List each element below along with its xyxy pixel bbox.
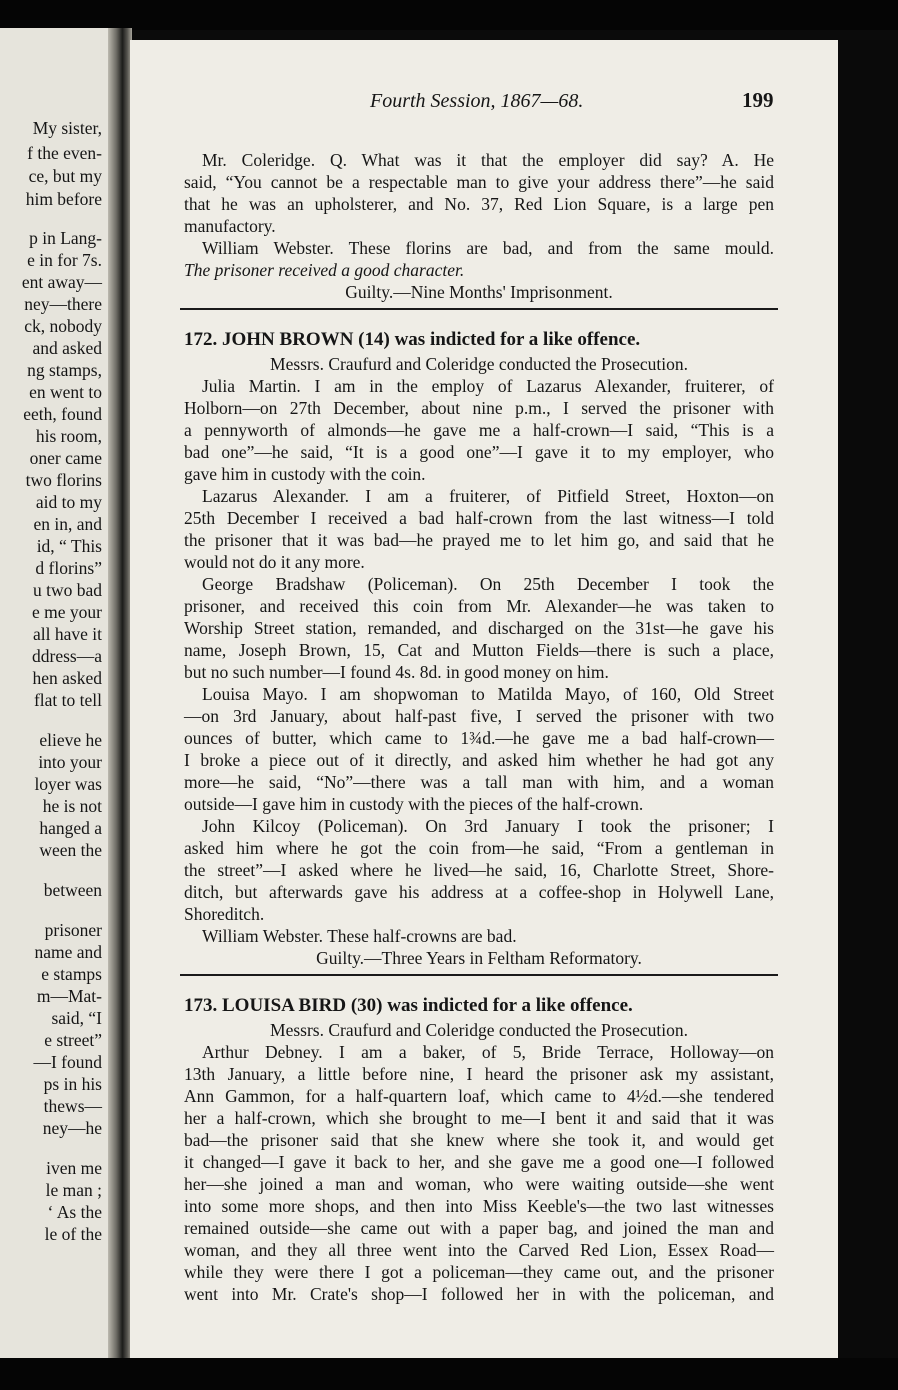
body-line: asked him where he got the coin from—he said, “From a gentleman in [184, 838, 774, 858]
body-line: I broke a piece out of it directly, and asked him whether he had got any [184, 750, 774, 770]
body-line: bad—the prisoner said that she knew where she took it, and would get [184, 1130, 774, 1150]
body-line: Worship Street station, remanded, and discharged on the 31st—he gave his [184, 618, 774, 638]
body-line: Lazarus Alexander. I am a fruiterer, of Pitfield Street, Hoxton—on [202, 486, 774, 506]
body-line: bad one”—he said, “It is a good one”—I gave it to my employer, who [184, 442, 774, 462]
body-line: Louisa Mayo. I am shopwoman to Matilda Mayo, of 160, Old Street [202, 684, 774, 704]
left-page-line: iven me [46, 1158, 102, 1178]
body-line: Shoreditch. [184, 904, 265, 924]
section-rule [180, 974, 778, 976]
left-page-line: two florins [25, 470, 102, 490]
body-line: —on 3rd January, about half-past five, I served the prisoner with two [184, 706, 774, 726]
left-page-line: prisoner [44, 920, 102, 940]
left-page-line: said, “I [51, 1008, 102, 1028]
body-line: Mr. Coleridge. Q. What was it that the employer did say? A. He [202, 150, 774, 170]
body-line: manufactory. [184, 216, 276, 236]
left-page-line: hen asked [32, 668, 102, 688]
left-page-line: name and [34, 942, 102, 962]
left-page-line: aid to my [35, 492, 102, 512]
body-line: a pennyworth of almonds—he gave me a half-crown—I said, “This is a [184, 420, 774, 440]
body-line: William Webster. These half-crowns are bad. [202, 926, 517, 946]
left-page-line: —I found [33, 1052, 102, 1072]
case-heading: 172. JOHN BROWN (14) was indicted for a like offence. [184, 329, 641, 350]
left-page-line: d florins” [35, 558, 102, 578]
body-line: outside—I gave him in custody with the pieces of the half-crown. [184, 794, 644, 814]
body-line: ditch, but afterwards gave his address at a coffee-shop in Holywell Lane, [184, 882, 774, 902]
body-line: the street”—I asked where he lived—he said, 16, Charlotte Street, Shore- [184, 860, 774, 880]
body-line: William Webster. These florins are bad, and from the same mould. [202, 238, 774, 258]
body-line: name, Joseph Brown, 15, Cat and Mutton Fields—there is such a place, [184, 640, 774, 660]
body-line: her a half-crown, which she brought to me—I bent it and said that it was [184, 1108, 774, 1128]
left-page-line: My sister, [32, 118, 102, 138]
body-line: Ann Gammon, for a half-quartern loaf, which came to 4½d.—she tendered [184, 1086, 774, 1106]
body-line: into some more shops, and then into Miss Keeble's—the two last witnesses [184, 1196, 774, 1216]
left-page-line: ent away— [21, 272, 102, 292]
left-page-line: ck, nobody [24, 316, 102, 336]
left-page-line: le of the [44, 1224, 102, 1244]
section-rule [180, 308, 778, 310]
left-page-line: his room, [35, 426, 102, 446]
left-page-line: e street” [44, 1030, 102, 1050]
verdict-line: Messrs. Craufurd and Coleridge conducted the Prosecution. [270, 1020, 688, 1040]
left-page-line: ney—there [24, 294, 102, 314]
left-page-line: ddress—a [32, 646, 102, 666]
left-page-line: into your [38, 752, 102, 772]
left-page-line: id, “ This [36, 536, 102, 556]
left-page-line: ween the [39, 840, 102, 860]
left-page-line: le man ; [45, 1180, 102, 1200]
body-line: gave him in custody with the coin. [184, 464, 426, 484]
body-line: ounces of butter, which came to 1¾d.—he gave me a bad half-crown— [184, 728, 774, 748]
scan-border-bottom [0, 1358, 898, 1390]
left-page-line: eeth, found [23, 404, 102, 424]
page-number: 199 [742, 88, 774, 112]
body-line: Arthur Debney. I am a baker, of 5, Bride Terrace, Holloway—on [202, 1042, 774, 1062]
left-page-line: e me your [32, 602, 102, 622]
body-line: woman, and they all three went into the Carved Red Lion, Essex Road— [184, 1240, 774, 1260]
left-page-line: ney—he [42, 1118, 102, 1138]
left-page [0, 28, 112, 1358]
left-page-line: and asked [32, 338, 102, 358]
body-line: 25th December I received a bad half-crown from the last witness—I told [184, 508, 774, 528]
left-page-line: hanged a [39, 818, 102, 838]
verdict-line: Messrs. Craufurd and Coleridge conducted the Prosecution. [270, 354, 688, 374]
scan-border-top [0, 0, 898, 30]
verdict-line: Guilty.—Nine Months' Imprisonment. [345, 282, 613, 302]
left-page-line: m—Mat- [36, 986, 102, 1006]
left-page-line: loyer was [34, 774, 102, 794]
left-page-line: him before [25, 189, 102, 209]
left-page-line: en in, and [33, 514, 102, 534]
body-line: the prisoner that it was bad—he prayed me to let him go, and said that he [184, 530, 774, 550]
body-line: Julia Martin. I am in the employ of Lazarus Alexander, fruiterer, of [202, 376, 774, 396]
running-header: Fourth Session, 1867—68. [370, 90, 584, 112]
body-line: that he was an upholsterer, and No. 37, Red Lion Square, is a large pen [184, 194, 774, 214]
body-line: George Bradshaw (Policeman). On 25th December I took the [202, 574, 774, 594]
left-page-line: e in for 7s. [27, 250, 102, 270]
book-gutter [108, 28, 132, 1358]
left-page-line: f the even- [27, 143, 102, 163]
body-line: it changed—I gave it back to her, and she gave me a good one—I followed [184, 1152, 774, 1172]
case-heading: 173. LOUISA BIRD (30) was indicted for a like offence. [184, 995, 633, 1016]
body-line: would not do it any more. [184, 552, 365, 572]
body-line: 13th January, a little before nine, I heard the prisoner ask my assistant, [184, 1064, 774, 1084]
left-page-line: ng stamps, [27, 360, 102, 380]
body-line: Holborn—on 27th December, about nine p.m., I served the prisoner with [184, 398, 774, 418]
left-page-line: oner came [29, 448, 102, 468]
left-page-line: elieve he [39, 730, 102, 750]
body-line: went into Mr. Crate's shop—I followed her in with the policeman, and [184, 1284, 774, 1304]
left-page-line: thews— [43, 1096, 102, 1116]
right-page [130, 40, 838, 1358]
body-line: prisoner, and received this coin from Mr. Alexander—he was taken to [184, 596, 774, 616]
left-page-line: all have it [32, 624, 102, 644]
body-line: more—he said, “No”—there was a tall man with him, and a woman [184, 772, 774, 792]
left-page-line: p in Lang- [29, 228, 102, 248]
left-page-line: ps in his [43, 1074, 102, 1094]
left-page-line: e stamps [41, 964, 102, 984]
left-page-line: ‘ As the [47, 1202, 102, 1222]
body-line: but no such number—I found 4s. 8d. in good money on him. [184, 662, 609, 682]
left-page-line: ce, but my [28, 166, 102, 186]
body-line: remained outside—she came out with a paper bag, and joined the man and [184, 1218, 774, 1238]
scan-border-right [838, 40, 898, 1358]
left-page-line: en went to [29, 382, 102, 402]
body-line: The prisoner received a good character. [184, 260, 465, 280]
verdict-line: Guilty.—Three Years in Feltham Reformatory. [316, 948, 642, 968]
left-page-line: he is not [42, 796, 102, 816]
body-line: said, “You cannot be a respectable man to give your address there”—he said [184, 172, 774, 192]
body-line: her—she joined a man and woman, who were waiting outside—she went [184, 1174, 774, 1194]
left-page-line: u two bad [32, 580, 102, 600]
body-line: while they were there I got a policeman—they came out, and the prisoner [184, 1262, 774, 1282]
body-line: John Kilcoy (Policeman). On 3rd January I took the prisoner; I [202, 816, 774, 836]
left-page-line: flat to tell [33, 690, 102, 710]
left-page-line: between [43, 880, 102, 900]
